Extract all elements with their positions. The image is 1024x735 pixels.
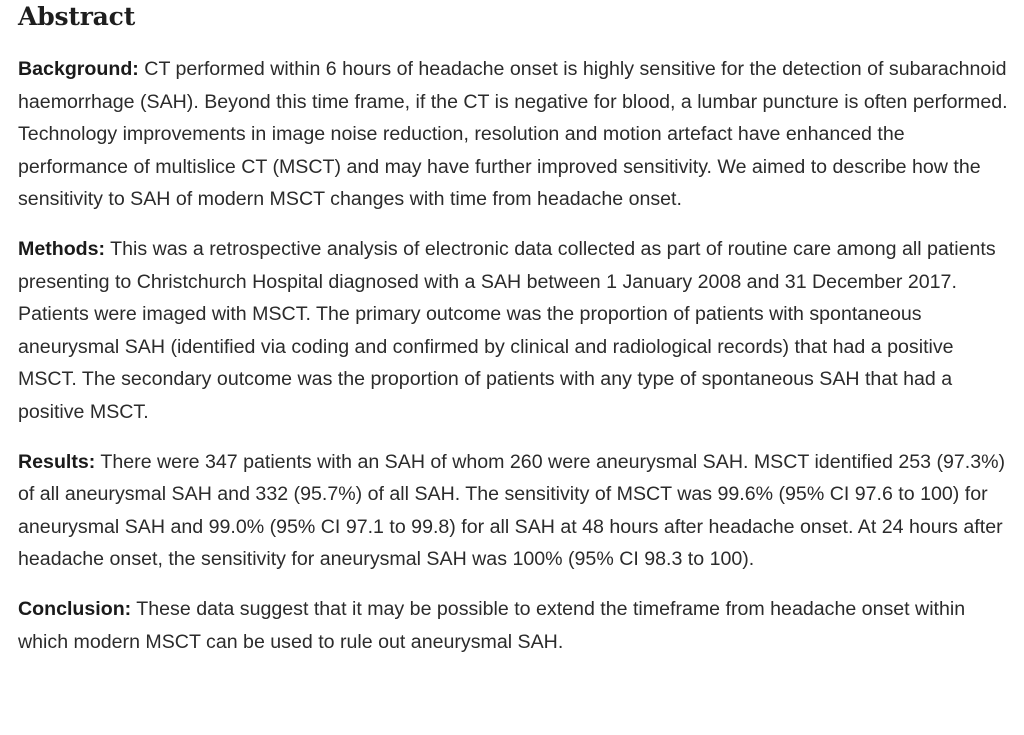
results-paragraph: [18, 446, 1008, 576]
abstract: [18, 0, 1008, 658]
results-label: Results:: [18, 450, 96, 473]
methods-paragraph: [18, 233, 1008, 429]
conclusion-paragraph: [18, 593, 1008, 658]
methods-text: This was a retrospective analysis of electronic data collected as part of routine care among all patients presenting to Christchurch Hospital diagnosed with a SAH between 1 January 2008 and 31 December 2017. Patients were imaged with MSCT. The primary outcome was the proportion of patients with spontaneous aneurysmal SAH (identified via coding and confirmed by clinical and radiological records) that had a positive MSCT. The secondary outcome was the proportion of patients with any type of spontaneous SAH that had a positive MSCT.: [18, 237, 996, 423]
abstract-heading: Abstract: [18, 2, 136, 31]
methods-label: Methods:: [18, 237, 106, 260]
results-text: There were 347 patients with an SAH of whom 260 were aneurysmal SAH. MSCT identified 253 (97.3%) of all aneurysmal SAH and 332 (95.7%) of all SAH. The sensitivity of MSCT was 99.6% (95% CI 97.6 to 100) for aneurysmal SAH and 99.0% (95% CI 97.1 to 99.8) for all SAH at 48 hours after headache onset. At 24 hours after headache onset, the sensitivity for aneurysmal SAH was 100% (95% CI 98.3 to 100).: [18, 450, 1006, 571]
background-label: Background:: [18, 58, 139, 80]
conclusion-label: Conclusion:: [18, 597, 132, 620]
conclusion-text: These data suggest that it may be possible to extend the timeframe from headache onset within which modern MSCT can be used to rule out aneurysmal SAH.: [18, 597, 966, 653]
background-paragraph: [18, 53, 1008, 216]
background-text: CT performed within 6 hours of headache onset is highly sensitive for the detection of subarachnoid haemorrhage (SAH). Beyond this time frame, if the CT is negative for blood, a lumbar puncture is often performed. Technology improvements in image noise reduction, resolution and motion artefact have enhanced the performance of multislice CT (MSCT) and may have further improved sensitivity. We aimed to describe how the sensitivity to SAH of modern MSCT changes with time from headache onset.: [18, 58, 1008, 211]
